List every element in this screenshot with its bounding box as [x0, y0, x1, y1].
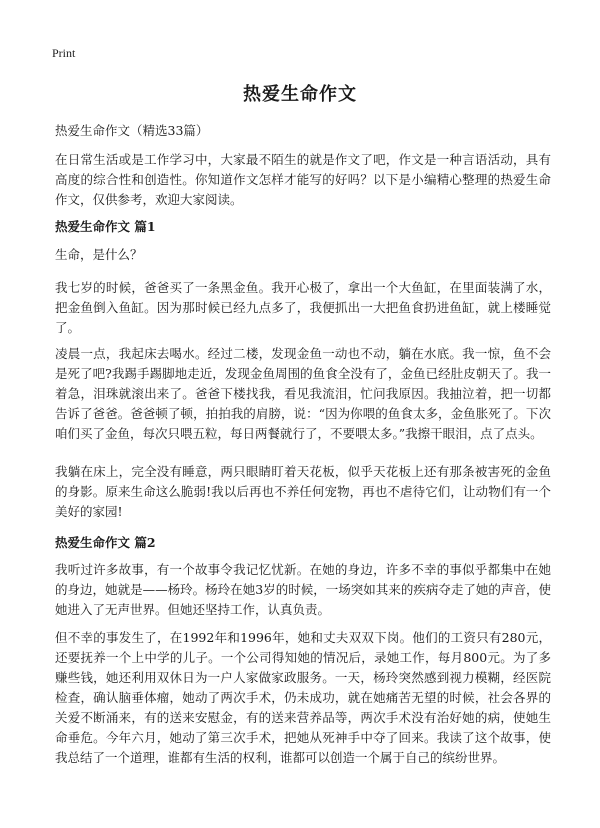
section-heading-2: 热爱生命作文 篇2	[55, 535, 156, 550]
page-subtitle: 热爱生命作文（精选33篇）	[55, 123, 209, 138]
print-link[interactable]: Print	[52, 46, 76, 60]
page-title: 热爱生命作文	[243, 84, 357, 105]
section-1-paragraph-4: 我躺在床上，完全没有睡意，两只眼睛盯着天花板，似乎天花板上还有那条被害死的金鱼的身影。原来生命这么脆弱!我以后再也不养任何宠物，再也不虐待它们，让动物们有一个美好的家园!	[55, 464, 551, 519]
section-2-paragraph-1: 我听过许多故事，有一个故事令我记忆忧新。在她的身边，许多不幸的事似乎都集中在她的身边，她就是——杨玲。杨玲在她3岁的时候，一场突如其来的疾病夺走了她的声音，使她进入了无声世界。但她还坚持工作，认真负责。	[55, 562, 551, 617]
section-heading-1: 热爱生命作文 篇1	[55, 219, 156, 234]
section-1-paragraph-2: 我七岁的时候，爸爸买了一条黑金鱼。我开心极了，拿出一个大鱼缸，在里面装满了水，把金鱼倒入鱼缸。因为那时候已经九点多了，我便抓出一大把鱼食扔进鱼缸，就上楼睡觉了。	[55, 280, 551, 335]
section-1-paragraph-3: 凌晨一点，我起床去喝水。经过二楼，发现金鱼一动也不动，躺在水底。我一惊，鱼不会是死了吧?我踢手踢脚地走近，发现金鱼周围的鱼食全没有了，金鱼已经肚皮朝天了。我一着急，泪珠就滚出来了。爸爸下楼找我，看见我流泪，忙问我原因。我抽泣着，把一切都告诉了爸爸。爸爸顿了顿，拍拍我的肩膀，说：“因为你喂的鱼食太多，金鱼胀死了。下次咱们买了金鱼，每次只喂五粒，每日两餐就行了，不要喂太多。”我擦干眼泪，点了点头。	[55, 346, 551, 441]
section-1-paragraph-1: 生命，是什么？	[55, 247, 143, 262]
intro-paragraph: 在日常生活或是工作学习中，大家最不陌生的就是作文了吧，作文是一种言语活动，具有高度的综合性和创造性。你知道作文怎样才能写的好吗？以下是小编精心整理的热爱生命作文，仅供参考，欢迎大家阅读。	[55, 152, 551, 207]
section-2-paragraph-2: 但不幸的事发生了，在1992年和1996年，她和丈夫双双下岗。他们的工资只有280元，还要抚养一个上中学的儿子。一个公司得知她的情况后，录她工作，每月800元。为了多赚些钱，她还利用双休日为一户人家做家政服务。一天，杨玲突然感到视力模糊，经医院检查，确认脑垂体瘤，她动了两次手术，仍未成功，就在她痛苦无望的时候，社会各界的关爱不断涌来，有的送来安慰金，有的送来营养品等，两次手术没有治好她的病，使她生命垂危。今年六月，她动了第三次手术，把她从死神手中夺了回来。我读了这个故事，使我总结了一个道理，谁都有生活的权利，谁都可以创造一个属于自己的缤纷世界。	[55, 630, 551, 765]
